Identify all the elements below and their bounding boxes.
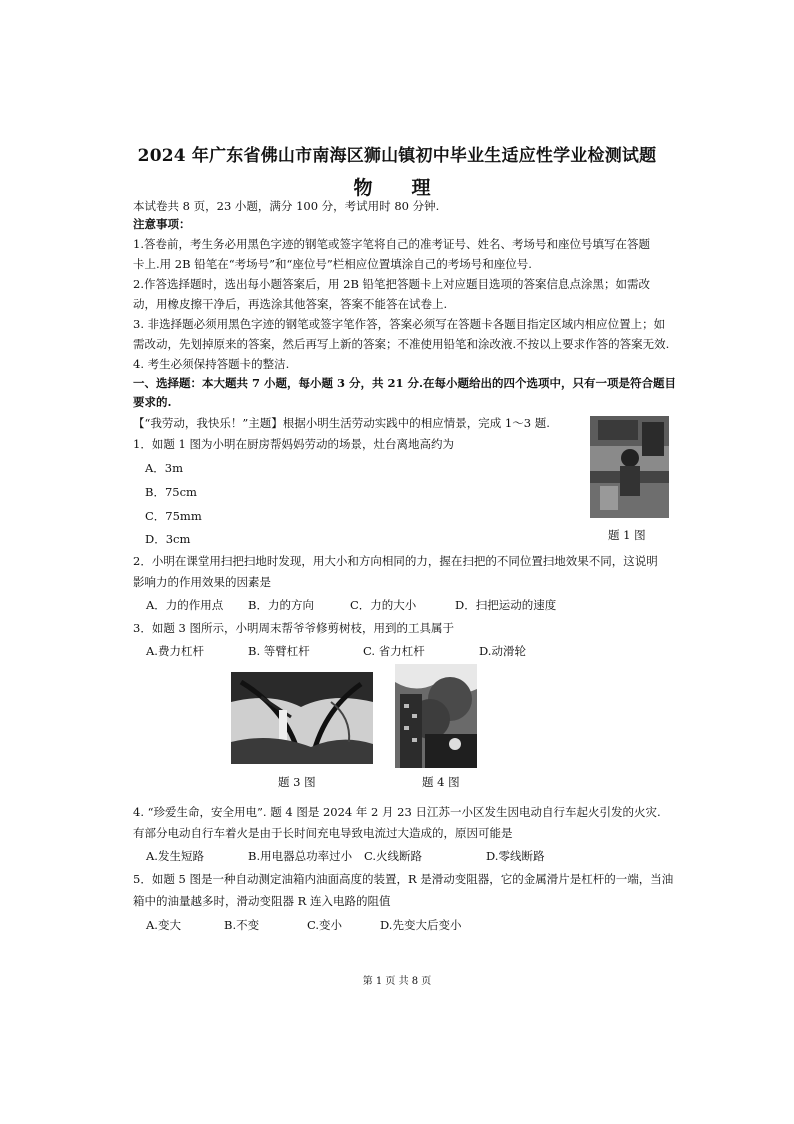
q4-stem: 有部分电动自行车着火是由于长时间充电导致电流过大造成的，原因可能是 [133,826,513,840]
subject-title: 物 理 [353,177,441,199]
q3-option-a: A.费力杠杆 [146,644,204,658]
fire-photo [395,664,477,768]
q3-stem: 3．如题 3 图所示，小明周末帮爷爷修剪树枝，用到的工具属于 [133,621,454,635]
exam-title: 2024 年广东省佛山市南海区狮山镇初中毕业生适应性学业检测试题 [137,146,657,166]
q1-stem: 1．如题 1 图为小明在厨房帮妈妈劳动的场景，灶台离地高约为 [133,437,454,451]
fire-photo-image [395,664,477,768]
q5-stem: 箱中的油量越多时，滑动变阻器 R 连入电路的阻值 [133,894,391,908]
q5-option-b: B.不变 [224,918,260,932]
tree-pruning-photo [231,672,373,764]
q5-option-c: C.变小 [307,918,343,932]
tree-pruning-photo-image [231,672,373,764]
q2-option-b: B．力的方向 [248,598,314,612]
q3-option-c: C. 省力杠杆 [363,644,425,658]
note-line: 动，用橡皮擦干净后，再选涂其他答案，答案不能答在试卷上. [133,297,448,311]
q4-stem: 4. “珍爱生命，安全用电”. 题 4 图是 2024 年 2 月 23 日江苏一小区发生因电动自行车起火引发的火灾. [133,805,661,819]
note-line: 4. 考生必须保持答题卡的整洁. [133,357,290,371]
q2-option-d: D．扫把运动的速度 [455,598,557,612]
q4-option-a: A.发生短路 [146,849,204,863]
section-heading: 一、选择题：本大题共 7 小题，每小题 3 分，共 21 分.在每小题给出的四个选项中，只有一项是符合题目 [133,376,677,390]
q2-option-a: A．力的作用点 [146,598,224,612]
note-line: 卡上.用 2B 铅笔在“考场号”和“座位号”栏相应位置填涂自己的考场号和座位号. [133,257,532,271]
q5-option-d: D.先变大后变小 [380,918,462,932]
kitchen-photo-image [590,416,669,518]
q3-figure-caption: 题 3 图 [278,775,316,789]
q2-stem: 影响力的作用效果的因素是 [133,575,271,589]
q2-option-c: C．力的大小 [350,598,417,612]
notes-heading: 注意事项： [133,217,191,231]
q3-option-d: D.动滑轮 [479,644,526,658]
q3-option-b: B. 等臂杠杆 [248,644,310,658]
page-footer: 第 1 页 共 8 页 [362,976,432,987]
q4-option-d: D.零线断路 [486,849,545,863]
q5-stem: 5．如题 5 图是一种自动测定油箱内油面高度的装置，R 是滑动变阻器，它的金属滑片是杠杆的一端，当油 [133,872,674,886]
note-line: 3. 非选择题必须用黑色字迹的钢笔或签字笔作答，答案必须写在答题卡各题目指定区域内相应位置上；如 [133,317,666,331]
q4-figure-caption: 题 4 图 [422,775,460,789]
q1-option-d: D．3cm [145,532,191,546]
q1-figure-caption: 题 1 图 [608,528,646,542]
theme-text: 【“我劳动，我快乐！”主题】根据小明生活劳动实践中的相应情景，完成 1～3 题. [133,416,550,430]
q2-stem: 2．小明在课堂用扫把扫地时发现，用大小和方向相同的力，握在扫把的不同位置扫地效果不同，这说明 [133,554,658,568]
q4-option-c: C.火线断路 [364,849,423,863]
note-line: 2.作答选择题时，选出每小题答案后，用 2B 铅笔把答题卡上对应题目选项的答案信息点涂黑；如需改 [133,277,651,291]
q1-option-c: C．75mm [145,509,202,523]
kitchen-photo [590,416,669,518]
q1-option-b: B．75cm [145,485,197,499]
note-line: 1.答卷前，考生务必用黑色字迹的钢笔或签字笔将自己的准考证号、姓名、考场号和座位号填写在答题 [133,237,650,251]
q1-option-a: A．3m [145,461,184,475]
note-line: 需改动，先划掉原来的答案，然后再写上新的答案；不准使用铅笔和涂改液.不按以上要求作答的答案无效. [133,337,670,351]
intro-text: 本试卷共 8 页，23 小题，满分 100 分，考试用时 80 分钟. [133,199,440,213]
section-heading: 要求的. [133,395,172,409]
q4-option-b: B.用电器总功率过小 [248,849,353,863]
q5-option-a: A.变大 [146,918,181,932]
